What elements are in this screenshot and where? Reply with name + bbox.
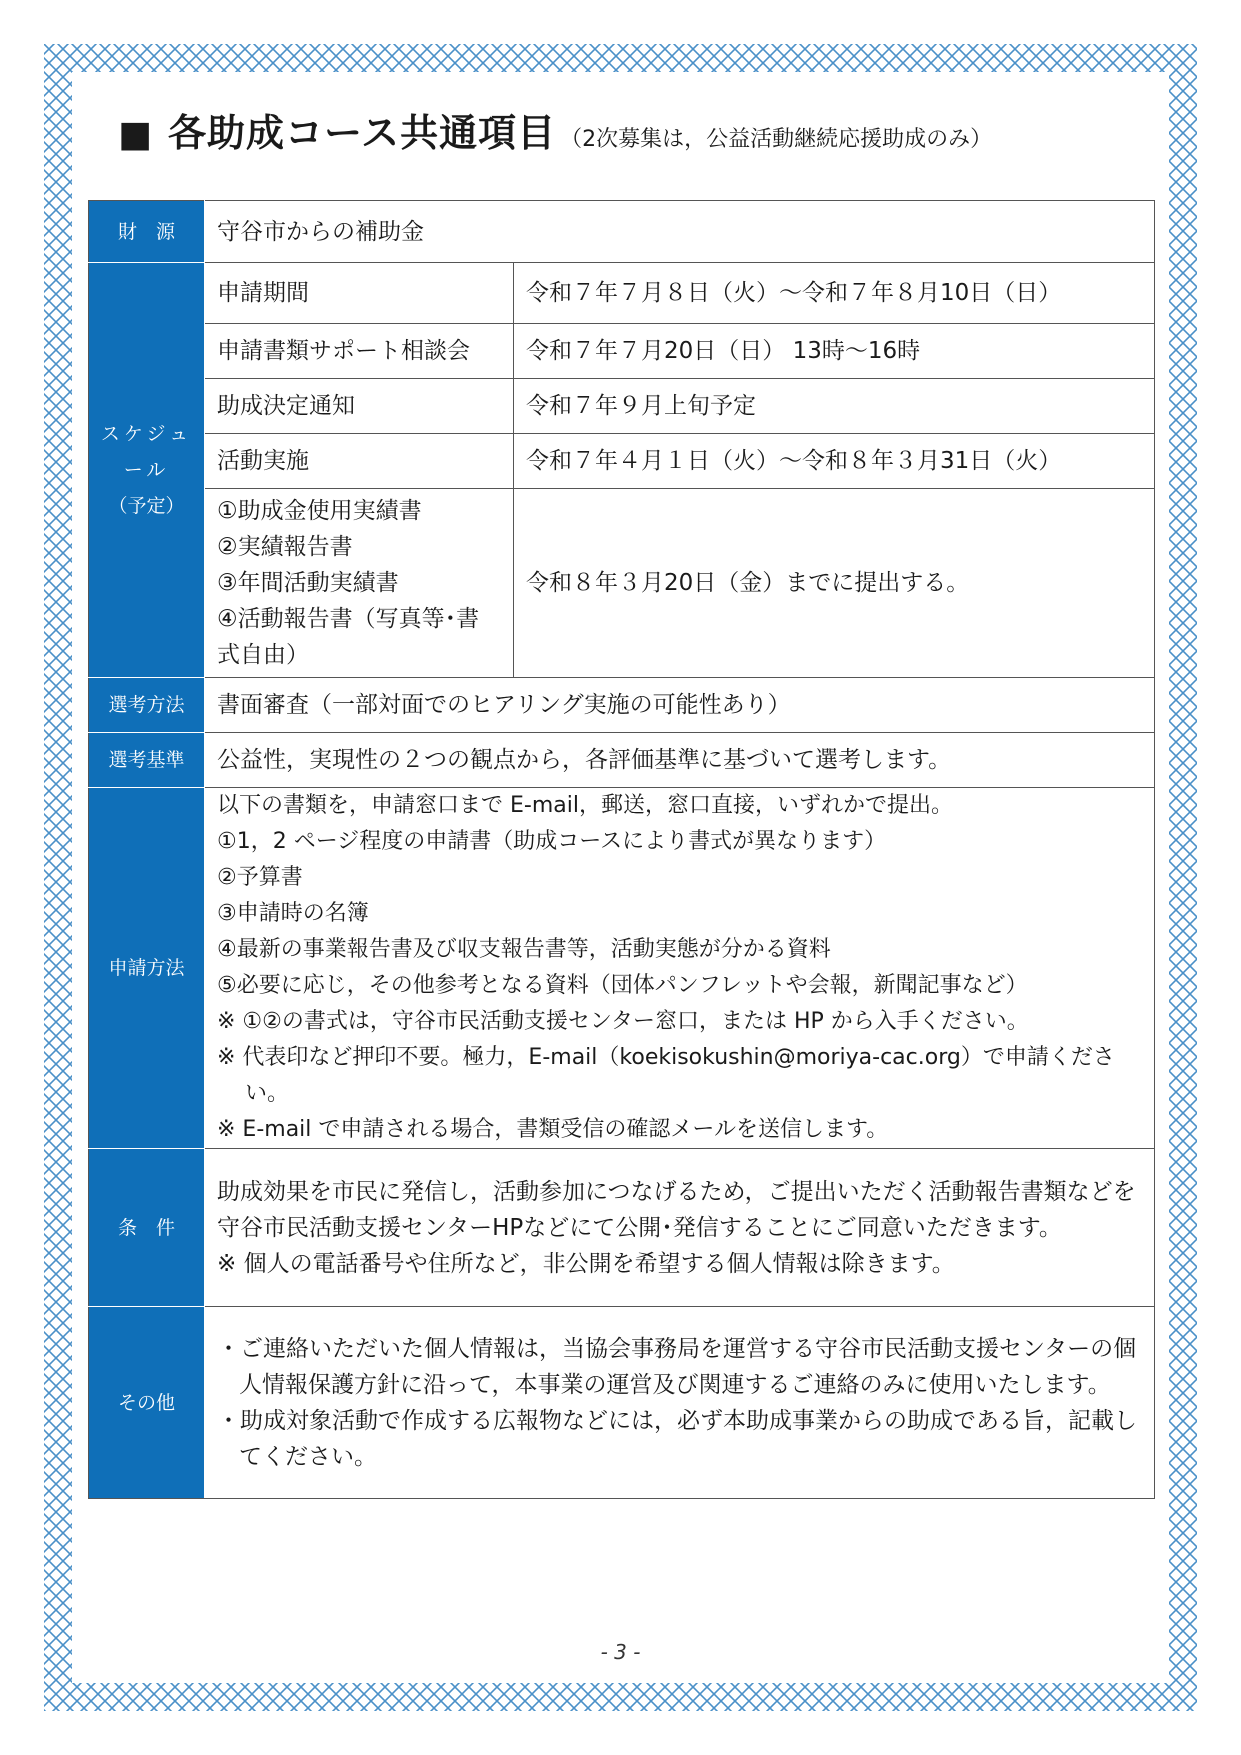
row-schedule-3 bbox=[89, 379, 1155, 434]
report-list bbox=[205, 489, 514, 678]
row-selection-method bbox=[89, 678, 1155, 733]
schedule-item: 申請書類サポート相談会 bbox=[205, 324, 514, 379]
report-item: ①助成金使用実績書 bbox=[217, 498, 422, 524]
label-schedule-line: ール bbox=[123, 459, 170, 481]
heading-marker: ■ bbox=[118, 114, 153, 155]
schedule-date: 令和７年７月20日（日） 13時～16時 bbox=[514, 324, 1155, 379]
label-selection-criteria: 選考基準 bbox=[89, 733, 205, 788]
row-conditions bbox=[89, 1149, 1155, 1307]
label-conditions: 条 件 bbox=[89, 1149, 205, 1307]
other-bullet: ・ご連絡いただいた個人情報は，当協会事務局を運営する守谷市民活動支援センターの個人情報保護方針に沿って，本事業の運営及び関連するご連絡のみに使用いたします。 bbox=[217, 1335, 1137, 1398]
label-application: 申請方法 bbox=[89, 788, 205, 1149]
application-line: ⑤必要に応じ，その他参考となる資料（団体パンフレットや会報，新聞記事など） bbox=[217, 973, 1028, 998]
row-funding bbox=[89, 201, 1155, 263]
label-selection-method: 選考方法 bbox=[89, 678, 205, 733]
report-item: ④活動報告書（写真等･書式自由） bbox=[217, 606, 480, 668]
application-note: ※ E-mail で申請される場合，書類受信の確認メールを送信します。 bbox=[217, 1117, 889, 1142]
page-heading bbox=[118, 102, 992, 157]
application-line: ②予算書 bbox=[217, 865, 303, 890]
report-item: ②実績報告書 bbox=[217, 534, 353, 560]
common-items-table bbox=[88, 200, 1155, 1499]
report-item: ③年間活動実績書 bbox=[217, 570, 399, 596]
row-other bbox=[89, 1307, 1155, 1499]
heading-title: 各助成コース共通項目 bbox=[168, 111, 557, 155]
schedule-item: 助成決定通知 bbox=[205, 379, 514, 434]
value-other bbox=[205, 1307, 1155, 1499]
schedule-date: 令和７年７月８日（火）～令和７年８月10日（日） bbox=[514, 263, 1155, 324]
application-note: ※ 代表印など押印不要。極力，E-mail（koekisokushin@moriya-cac.org）で申請ください。 bbox=[217, 1045, 1115, 1106]
row-application bbox=[89, 788, 1155, 1149]
conditions-text: 助成効果を市民に発信し，活動参加につなげるため，ご提出いただく活動報告書類などを守谷市民活動支援センターHPなどにて公開･発信することにご同意いただきます。 bbox=[217, 1178, 1136, 1241]
row-schedule-reports bbox=[89, 489, 1155, 678]
application-line: ④最新の事業報告書及び収支報告書等，活動実態が分かる資料 bbox=[217, 937, 831, 962]
row-schedule-1 bbox=[89, 263, 1155, 324]
label-funding: 財 源 bbox=[89, 201, 205, 263]
heading-subtitle: （2次募集は，公益活動継続応援助成のみ） bbox=[560, 127, 993, 152]
row-selection-criteria bbox=[89, 733, 1155, 788]
conditions-note: ※ 個人の電話番号や住所など，非公開を希望する個人情報は除きます。 bbox=[217, 1250, 955, 1277]
application-line: ①1，2 ページ程度の申請書（助成コースにより書式が異なります） bbox=[217, 829, 887, 854]
schedule-item: 申請期間 bbox=[205, 263, 514, 324]
label-schedule-line: スケジュ bbox=[100, 423, 193, 445]
schedule-date: 令和７年９月上旬予定 bbox=[514, 379, 1155, 434]
value-conditions bbox=[205, 1149, 1155, 1307]
value-selection-method: 書面審査（一部対面でのヒアリング実施の可能性あり） bbox=[205, 678, 1155, 733]
report-deadline: 令和８年３月20日（金）までに提出する。 bbox=[514, 489, 1155, 678]
schedule-item: 活動実施 bbox=[205, 434, 514, 489]
schedule-date: 令和７年４月１日（火）～令和８年３月31日（火） bbox=[514, 434, 1155, 489]
application-line: ③申請時の名簿 bbox=[217, 901, 369, 926]
row-schedule-2 bbox=[89, 324, 1155, 379]
value-selection-criteria: 公益性，実現性の２つの観点から，各評価基準に基づいて選考します。 bbox=[205, 733, 1155, 788]
label-schedule bbox=[89, 263, 205, 678]
value-funding: 守谷市からの補助金 bbox=[205, 201, 1155, 263]
application-line: 以下の書類を，申請窓口まで E-mail，郵送，窓口直接，いずれかで提出。 bbox=[217, 793, 953, 818]
label-other: その他 bbox=[89, 1307, 205, 1499]
application-note: ※ ①②の書式は，守谷市民活動支援センター窓口，または HP から入手ください。 bbox=[217, 1009, 1029, 1034]
page-number: - 3 - bbox=[600, 1640, 641, 1664]
label-schedule-line: （予定） bbox=[108, 495, 185, 517]
other-bullet: ・助成対象活動で作成する広報物などには，必ず本助成事業からの助成である旨，記載してください。 bbox=[217, 1407, 1137, 1470]
value-application bbox=[205, 788, 1155, 1149]
row-schedule-4 bbox=[89, 434, 1155, 489]
